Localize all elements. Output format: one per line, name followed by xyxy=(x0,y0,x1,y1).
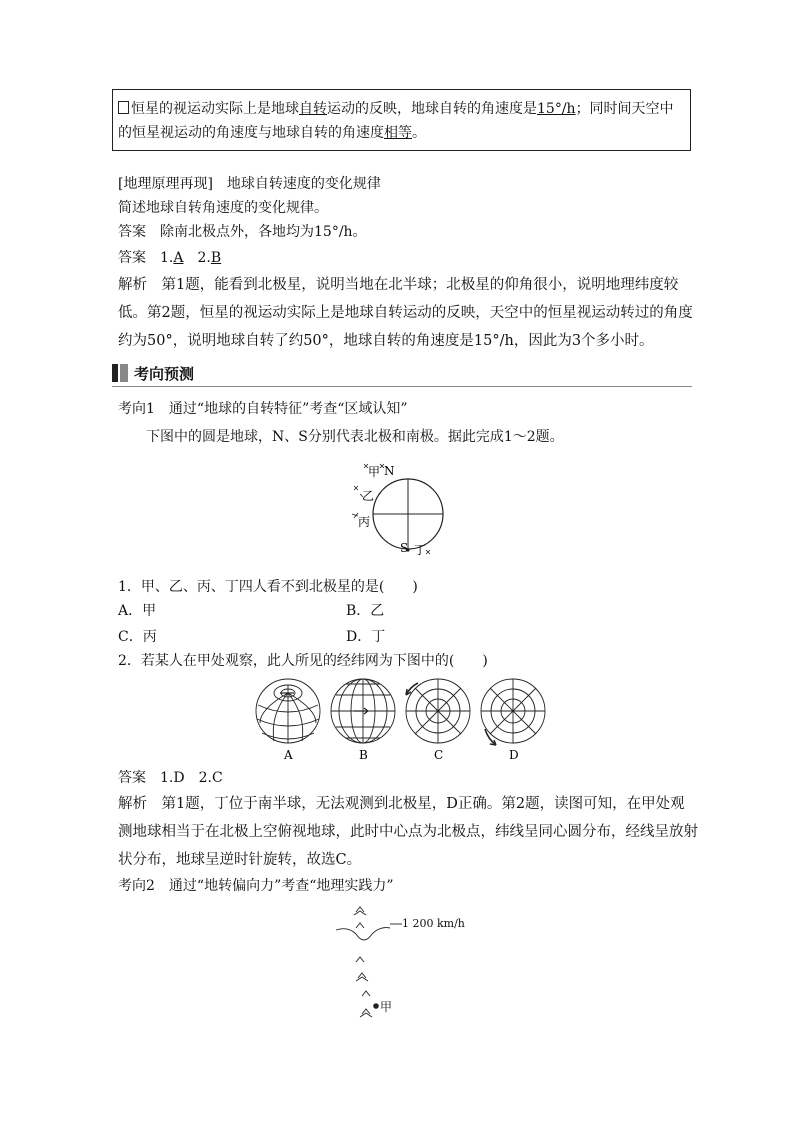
speed-label: 1 200 km/h xyxy=(402,917,465,930)
globe-b xyxy=(331,679,395,743)
label-a: A xyxy=(284,748,293,762)
direction2-title: 考向2 通过“地转偏向力”考查“地理实践力” xyxy=(118,878,394,894)
label-jia-2: 甲 xyxy=(380,1000,393,1014)
direction1-analysis-2: 测地球相当于在北极上空俯视地球，此时中心点为北极点，纬线呈同心圆分布，经线呈放射 xyxy=(118,824,698,840)
label-d: D xyxy=(509,748,519,762)
principle-heading: [地理原理再现] 地球自转速度的变化规律 xyxy=(118,176,381,192)
label-bing: 丙 xyxy=(358,515,371,529)
q1-option-b: B．乙 xyxy=(346,603,385,619)
direction1-analysis-3: 状分布，地球呈逆时针旋转，故选C。 xyxy=(118,852,362,868)
label-s: S xyxy=(400,541,409,555)
globe-a xyxy=(256,679,320,743)
section-bar-icon xyxy=(112,364,118,382)
section-title: 考向预测 xyxy=(134,365,195,383)
note-line-1: 恒星的视运动实际上是地球自转运动的反映，地球自转的角速度是15°/h；同时间天空中 xyxy=(118,99,674,119)
section-bar-accent xyxy=(120,364,128,382)
graticule-options xyxy=(250,675,560,765)
direction1-answer: 答案 1.D 2.C xyxy=(118,770,223,786)
answer-line: 答案 1.A 2.B xyxy=(118,250,222,266)
section-divider xyxy=(112,386,692,387)
earth-figure xyxy=(350,458,460,568)
question-1: 1．甲、乙、丙、丁四人看不到北极星的是( ) xyxy=(118,579,418,595)
q1-option-c: C．丙 xyxy=(118,629,157,645)
direction1-intro: 下图中的圆是地球，N、S分别代表北极和南极。据此完成1～2题。 xyxy=(146,429,564,445)
q1-option-d: D．丁 xyxy=(346,629,386,645)
analysis-line-2: 低。第2题，恒星的视运动实际上是地球自转运动的反映，天空中的恒星视运动转过的角度 xyxy=(118,305,693,321)
polar-c xyxy=(406,679,470,743)
label-n: N xyxy=(384,464,395,478)
principle-answer: 答案 除南北极点外，各地均为15°/h。 xyxy=(118,224,367,240)
principle-question: 简述地球自转角速度的变化规律。 xyxy=(118,200,328,216)
label-b: B xyxy=(359,748,368,762)
person-icon-ding xyxy=(426,550,430,554)
analysis-line-3: 约为50°，说明地球自转了约50°，地球自转的角速度是15°/h，因此为3个多小时。 xyxy=(118,333,654,349)
q1-option-a: A．甲 xyxy=(118,603,157,619)
label-c: C xyxy=(434,748,444,762)
direction1-title: 考向1 通过“地球的自转特征”考查“区域认知” xyxy=(118,401,408,417)
question-2: 2．若某人在甲处观察，此人所见的经纬网为下图中的( ) xyxy=(118,653,488,669)
analysis-line-1: 解析 第1题，能看到北极星，说明当地在北半球；北极星的仰角很小，说明地理纬度较 xyxy=(118,277,679,293)
label-jia: 甲 xyxy=(368,465,381,479)
checkbox-icon xyxy=(118,101,129,114)
label-yi: 乙 xyxy=(362,489,375,503)
label-ding: 丁 xyxy=(414,543,427,557)
polar-d xyxy=(481,679,545,745)
direction1-analysis-1: 解析 第1题，丁位于南半球，无法观测到北极星，D正确。第2题，读图可知，在甲处观 xyxy=(118,796,685,812)
note-line-2: 的恒星视运动的角速度与地球自转的角速度相等。 xyxy=(118,125,426,141)
